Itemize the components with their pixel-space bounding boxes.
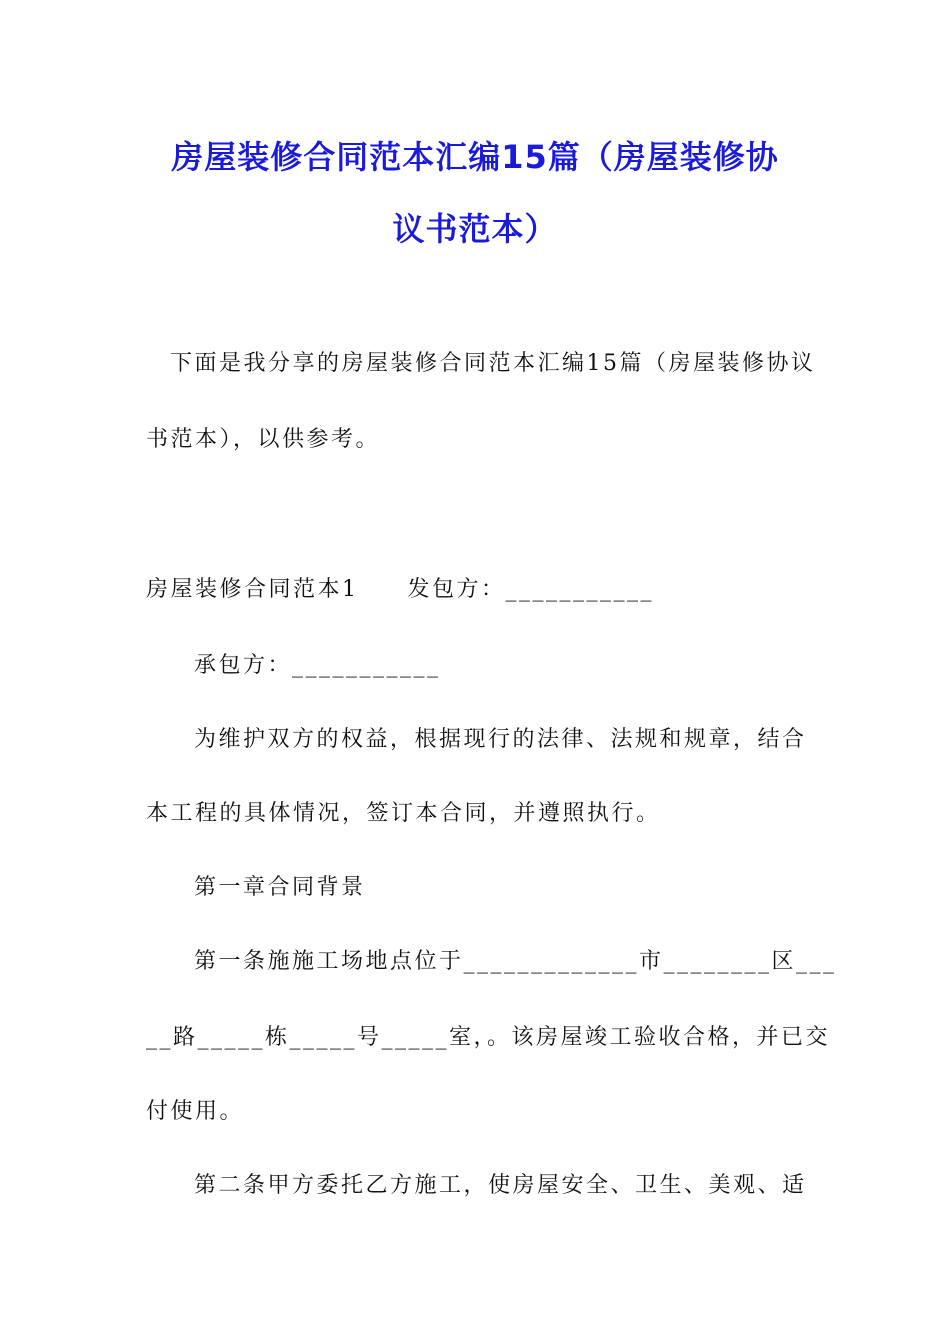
- intro-line-2: 书范本），以供参考。: [146, 427, 381, 452]
- chapter-heading: 第一章合同背景: [194, 875, 366, 900]
- paragraph-line: 第二条甲方委托乙方施工，使房屋安全、卫生、美观、适: [194, 1173, 807, 1198]
- document-title-line-2: 议书范本）: [392, 210, 558, 248]
- paragraph-line: 本工程的具体情况，签订本合同，并遵照执行。: [146, 801, 661, 826]
- paragraph-line: 第一条施施工场地点位于_____________市________区___: [194, 949, 837, 974]
- paragraph-line: 付使用。: [146, 1099, 245, 1124]
- intro-line-1: 下面是我分享的房屋装修合同范本汇编15篇（房屋装修协议: [170, 351, 816, 376]
- document-title-line-1: 房屋装修合同范本汇编15篇（房屋装修协: [171, 138, 779, 176]
- paragraph-line: __路_____栋_____号_____室，。该房屋竣工验收合格，并已交: [146, 1025, 831, 1050]
- contract-heading-line: 房屋装修合同范本1 发包方：___________: [146, 577, 654, 602]
- paragraph-line: 为维护双方的权益，根据现行的法律、法规和规章，结合: [194, 727, 807, 752]
- contractor-line: 承包方：___________: [194, 653, 441, 678]
